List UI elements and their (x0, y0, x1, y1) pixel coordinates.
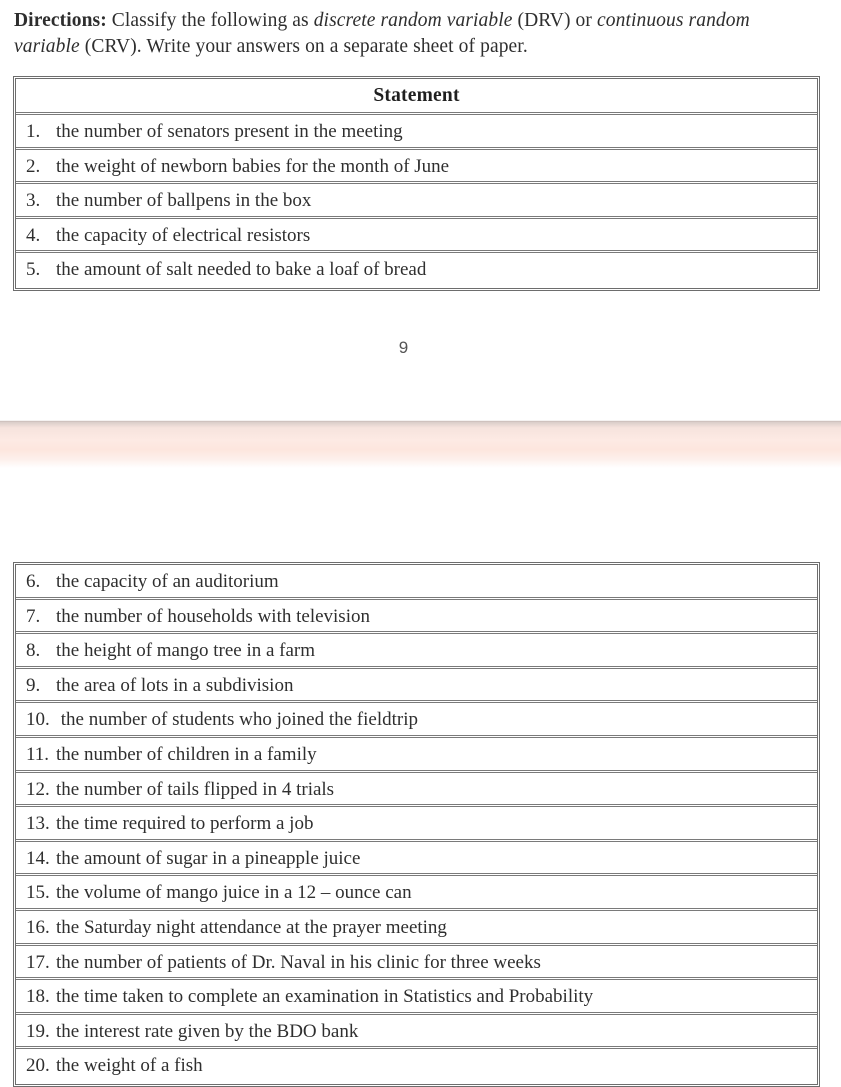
row-text: the time required to perform a job (56, 813, 314, 835)
table-row (16, 1049, 817, 1084)
directions-segment-2: (DRV) or (512, 10, 597, 31)
row-text: the amount of sugar in a pineapple juice (56, 847, 361, 869)
row-text: the number of households with television (56, 605, 370, 627)
row-text: the time taken to complete an examination in Statistics and Probability (56, 986, 594, 1008)
row-number: 8. (26, 640, 41, 662)
row-number: 14. (26, 847, 50, 869)
row-number: 11. (26, 743, 50, 765)
row-number: 7. (26, 605, 41, 627)
directions-italic-crv: continuous random variable (14, 10, 750, 57)
table-row (16, 1015, 817, 1050)
page-break-band (0, 420, 841, 468)
row-number: 12. (26, 778, 50, 800)
table-row (16, 565, 817, 600)
table-row (16, 911, 817, 946)
row-text: the height of mango tree in a farm (56, 640, 316, 662)
table-row (16, 634, 817, 669)
row-number: 2. (26, 155, 41, 177)
row-number: 1. (26, 121, 41, 142)
row-text: the interest rate given by the BDO bank (56, 1020, 359, 1042)
row-text: the amount of salt needed to bake a loaf of bread (56, 259, 427, 280)
page-number: 9 (398, 338, 409, 357)
row-text: the area of lots in a subdivision (56, 674, 294, 696)
row-number: 4. (26, 224, 41, 246)
row-text: the number of students who joined the fieldtrip (56, 709, 418, 731)
table-row (16, 807, 817, 842)
directions-paragraph (14, 8, 814, 59)
row-number: 20. (26, 1055, 50, 1077)
row-number: 9. (26, 674, 41, 696)
directions-segment-3: (CRV). Write your answers on a separate sheet of paper. (79, 35, 528, 57)
table-row (16, 253, 817, 288)
row-number: 19. (26, 1020, 50, 1042)
table-row (16, 738, 817, 773)
directions-italic-drv: discrete random variable (313, 10, 513, 31)
row-text: the volume of mango juice in a 12 – ounce can (56, 882, 412, 904)
table-row (16, 773, 817, 808)
row-number: 15. (26, 882, 50, 904)
row-number: 16. (26, 916, 50, 938)
row-number: 6. (26, 571, 41, 592)
table-row (16, 115, 817, 150)
row-text: the number of patients of Dr. Naval in his clinic for three weeks (56, 951, 541, 973)
table-row (16, 876, 817, 911)
table-row (16, 184, 817, 219)
table-row (16, 219, 817, 254)
row-number: 17. (26, 951, 50, 973)
table-row (16, 703, 817, 738)
row-text: the capacity of electrical resistors (56, 224, 311, 246)
statement-table-first (13, 76, 820, 291)
table-row (16, 150, 817, 185)
table-row (16, 600, 817, 635)
row-text: the number of senators present in the meeting (56, 121, 403, 142)
row-number: 18. (26, 986, 50, 1008)
directions-segment-1: Classify the following as (106, 10, 314, 31)
table-row (16, 980, 817, 1015)
directions-label: Directions: (14, 10, 107, 31)
row-number: 10. (26, 709, 50, 731)
row-text: the weight of a fish (56, 1055, 203, 1077)
statement-table-second (13, 562, 820, 1087)
table-row (16, 669, 817, 704)
row-text: the number of ballpens in the box (56, 190, 312, 211)
row-text: the number of children in a family (56, 743, 317, 765)
row-number: 5. (26, 259, 41, 280)
row-text: the capacity of an auditorium (56, 571, 279, 592)
row-text: the Saturday night attendance at the prayer meeting (56, 916, 447, 938)
table-header-statement (16, 79, 817, 115)
row-number: 13. (26, 813, 50, 835)
table-row (16, 946, 817, 981)
row-number: 3. (26, 190, 41, 211)
table-header-label: Statement (373, 84, 460, 106)
row-text: the number of tails flipped in 4 trials (56, 778, 335, 800)
row-text: the weight of newborn babies for the month of June (56, 155, 450, 177)
page-break-hairline (0, 421, 841, 422)
table-row (16, 842, 817, 877)
